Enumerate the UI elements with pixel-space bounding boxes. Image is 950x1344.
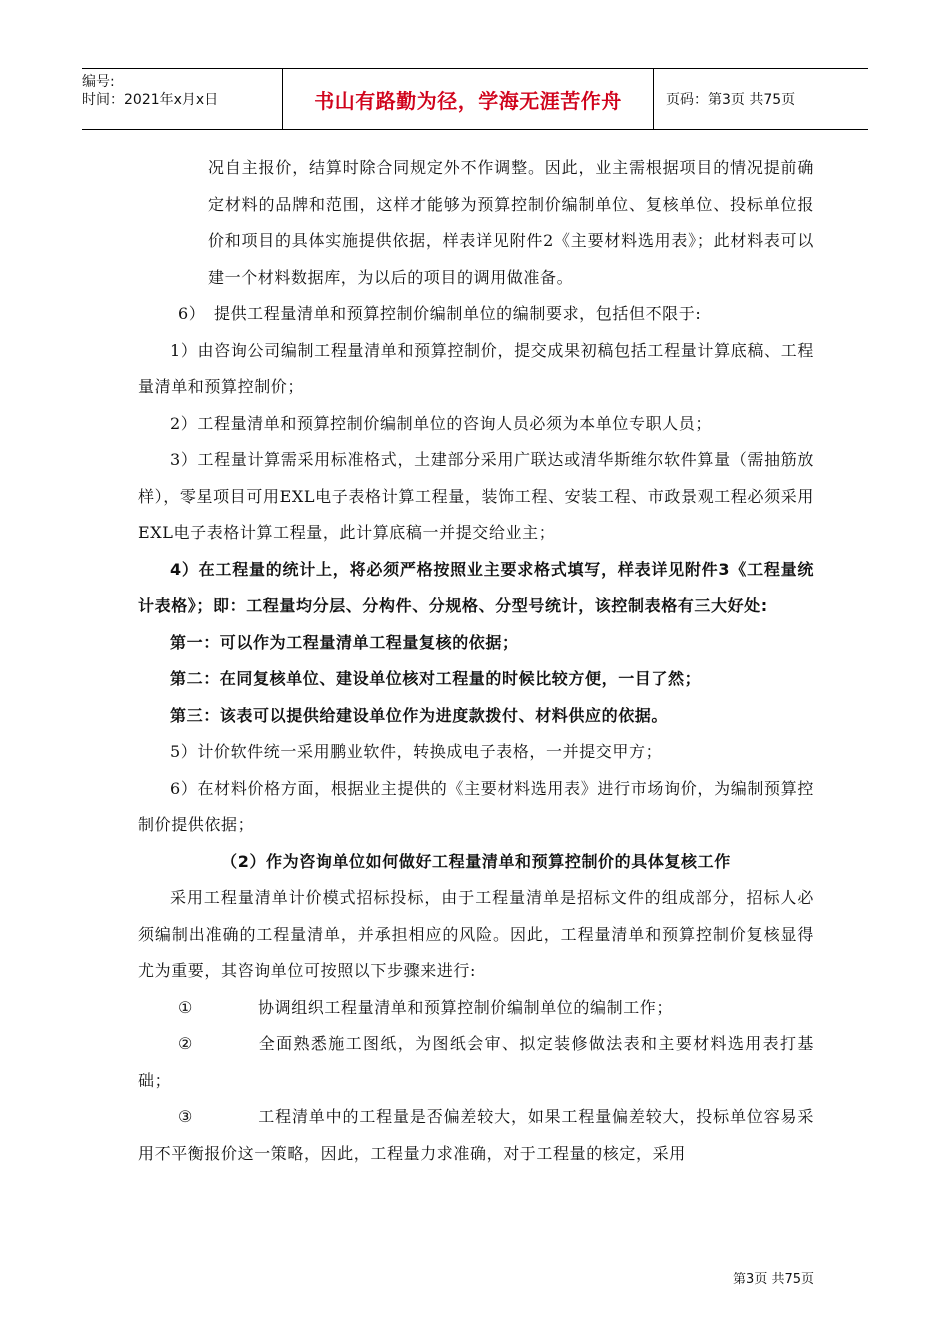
bold-paragraph: 第三：该表可以提供给建设单位作为进度款拨付、材料供应的依据。 [170,705,669,725]
step-text: 工程清单中的工程量是否偏差较大，如果工程量偏差较大，投标单位容易采用不平衡报价这一策略，因此，工程量力求准确，对于工程量的核定，采用 [138,1107,814,1163]
paragraph: 3）工程量计算需采用标准格式，土建部分采用广联达或清华斯维尔软件算量（需抽筋放样），零星项目可用EXL电子表格计算工程量，装饰工程、安装工程、市政景观工程必须采用EXL电子表格计算工程量，此计算底稿一并提交给业主； [138,450,814,542]
section-heading: （2）作为咨询单位如何做好工程量清单和预算控制价的具体复核工作 [221,851,731,871]
paragraph: 采用工程量清单计价模式招标投标，由于工程量清单是招标文件的组成部分，招标人必须编制出准确的工程量清单，并承担相应的风险。因此，工程量清单和预算控制价复核显得尤为重要，其咨询单位可按照以下步骤来进行: [138,888,814,980]
bold-paragraph: 第一：可以作为工程量清单工程量复核的依据； [170,632,519,652]
paragraph: 2）工程量清单和预算控制价编制单位的咨询人员必须为本单位专职人员； [170,413,712,433]
step-wrap [138,1026,814,1099]
step-number: ③ [178,1107,193,1126]
header-motto: 书山有路勤为径，学海无涯苦作舟 [282,69,654,129]
step-item [138,990,814,1027]
step-item [138,1026,814,1099]
step-text: 协调组织工程量清单和预算控制价编制单位的编制工作； [258,997,674,1017]
paragraph: 5）计价软件统一采用鹏业软件，转换成电子表格，一并提交甲方； [170,742,663,761]
paragraph: 6） 提供工程量清单和预算控制价编制单位的编制要求，包括但不限于: [178,304,702,323]
step-wrap [138,1099,814,1172]
step-text: 全面熟悉施工图纸，为图纸会审、拟定装修做法表和主要材料选用表打基础； [138,1034,814,1090]
bold-paragraph: 第二：在同复核单位、建设单位核对工程量的时候比较方便，一目了然； [170,669,702,688]
document-number-label: 编号: [82,74,115,90]
step-number: ② [178,1034,193,1053]
step-item [138,1099,814,1172]
page-header [82,68,868,130]
page-footer: 第3页 共75页 [733,1272,814,1287]
document-body [138,150,814,1172]
header-meta [82,69,282,129]
bold-paragraph: 4）在工程量的统计上，将必须严格按照业主要求格式填写，样表详见附件3《工程量统计表格》；即：工程量均分层、分构件、分规格、分型号统计，该控制表格有三大好处: [138,559,814,615]
paragraph: 1）由咨询公司编制工程量清单和预算控制价，提交成果初稿包括工程量计算底稿、工程量清单和预算控制价； [138,340,814,396]
paragraph: 况自主报价，结算时除合同规定外不作调整。因此，业主需根据项目的情况提前确定材料的品牌和范围，这样才能够为预算控制价编制单位、复核单位、投标单位报价和项目的具体实施提供依据，样表详见附件2《主要材料选用表》；此材料表可以建一个材料数据库，为以后的项目的调用做准备。 [208,158,814,287]
header-page-number: 页码：第3页 共75页 [666,92,796,108]
step-number: ① [178,997,193,1017]
document-date-label: 时间：2021年x月x日 [82,92,219,108]
paragraph: 6）在材料价格方面，根据业主提供的《主要材料选用表》进行市场询价，为编制预算控制价提供依据； [138,778,814,834]
